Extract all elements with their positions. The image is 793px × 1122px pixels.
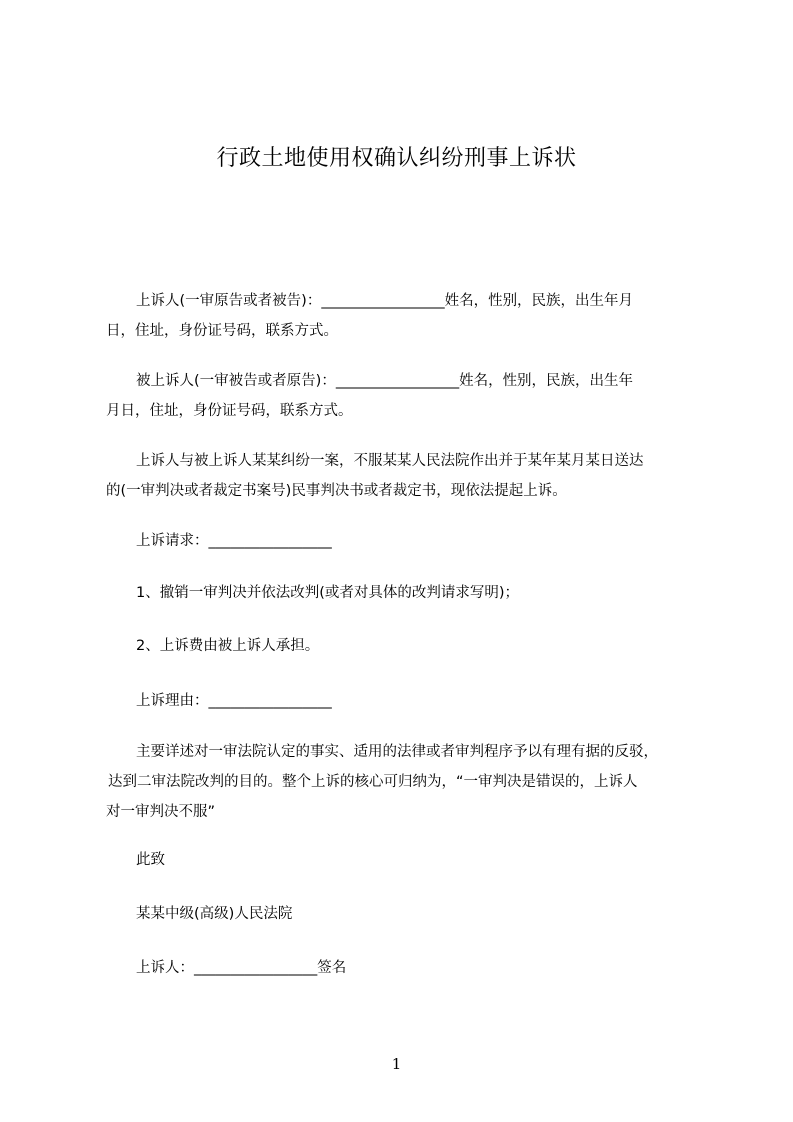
appellee-line-1: 被上诉人(一审被告或者原告)：_________________姓名，性别，民族，出生年 [136,373,634,389]
request-item-2: 2、上诉费由被上诉人承担。 [136,638,320,654]
closing-salutation: 此致 [136,852,165,868]
appellee-paragraph [106,366,706,426]
appellant-line-1: 上诉人(一审原告或者被告)：_________________姓名，性别，民族，出生年月 [136,293,634,309]
page-number: 1 [391,1055,402,1073]
reason-line-3: 对一审判决不服” [106,804,216,820]
case-line-2: 的(一审判决或者裁定书案号)民事判决书或者裁定书，现依法提起上诉。 [106,483,567,499]
request-heading: 上诉请求：_________________ [136,533,332,549]
appellant-line-2: 日，住址，身份证号码，联系方式。 [106,323,338,339]
signature-line: 上诉人：_________________签名 [136,960,347,976]
reason-section [106,686,706,716]
reason-line-2: 达到二审法院改判的目的。整个上诉的核心可归纳为，“一审判决是错误的，上诉人 [108,774,638,790]
signature-block [106,953,706,983]
reason-line-1: 主要详述对一审法院认定的事实、适用的法律或者审判程序予以有理有据的反驳， [136,744,658,760]
request-item-1: 1、撤销一审判决并依法改判(或者对具体的改判请求写明)； [136,585,520,601]
document-title: 行政土地使用权确认纠纷刑事上诉状 [216,146,577,171]
reason-paragraph [106,737,706,827]
request-section [106,526,706,556]
reason-heading: 上诉理由：_________________ [136,693,332,709]
appellee-line-2: 月日，住址，身份证号码，联系方式。 [106,403,353,419]
appellant-paragraph [106,286,706,346]
court-name: 某某中级(高级)人民法院 [136,906,293,922]
request-item-1-block [106,578,706,608]
closing-block [106,845,706,875]
request-item-2-block [106,631,706,661]
court-block [106,899,706,929]
case-paragraph [106,446,706,506]
case-line-1: 上诉人与被上诉人某某纠纷一案，不服某某人民法院作出并于某年某月某日送达 [136,453,644,469]
